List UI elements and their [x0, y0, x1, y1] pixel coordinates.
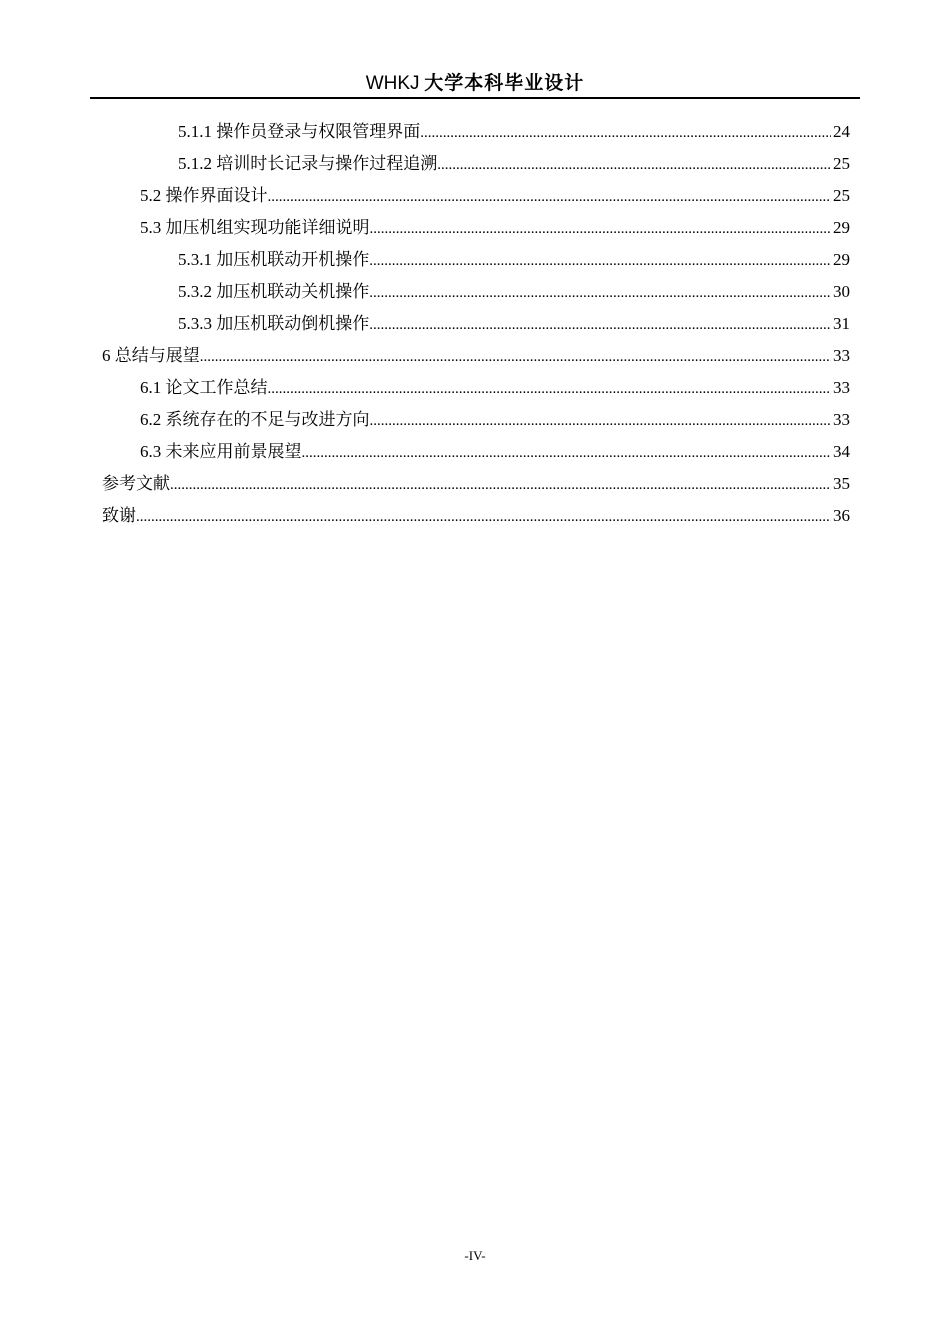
toc-entry[interactable]	[102, 308, 850, 340]
toc-dot-leader	[369, 308, 831, 341]
toc-entry-title: 致谢	[102, 506, 136, 525]
toc-entry-page: 33	[833, 346, 850, 365]
toc-entry-page: 25	[833, 186, 850, 205]
toc-dot-leader	[136, 500, 831, 533]
toc-entry-title: 6.1 论文工作总结	[140, 378, 268, 397]
toc-entry-title: 5.3.2 加压机联动关机操作	[178, 282, 370, 301]
toc-entry[interactable]	[102, 436, 850, 468]
header-school-code: WHKJ	[365, 73, 420, 94]
toc-entry-page: 34	[833, 442, 850, 461]
toc-entry-title: 5.1.2 培训时长记录与操作过程追溯	[178, 154, 438, 173]
toc-entry-title: 6 总结与展望	[102, 346, 200, 365]
toc-entry-title: 参考文献	[102, 474, 170, 493]
toc-entry-title: 5.1.1 操作员登录与权限管理界面	[178, 122, 421, 141]
toc-entry-title: 6.2 系统存在的不足与改进方向	[140, 410, 370, 429]
toc-entry[interactable]	[102, 212, 850, 244]
toc-dot-leader	[370, 212, 832, 245]
toc-entry[interactable]	[102, 468, 850, 500]
toc-entry-title: 6.3 未来应用前景展望	[140, 442, 302, 461]
table-of-contents	[102, 116, 850, 532]
toc-entry-page: 29	[833, 250, 850, 269]
page-number: -IV-	[464, 1248, 486, 1263]
toc-dot-leader	[200, 340, 831, 373]
toc-entry-title: 5.3 加压机组实现功能详细说明	[140, 218, 370, 237]
toc-entry-title: 5.2 操作界面设计	[140, 186, 268, 205]
toc-entry[interactable]	[102, 372, 850, 404]
toc-entry[interactable]	[102, 116, 850, 148]
toc-entry[interactable]	[102, 276, 850, 308]
toc-entry[interactable]	[102, 148, 850, 180]
toc-entry-page: 24	[833, 122, 850, 141]
toc-entry-page: 30	[833, 282, 850, 301]
header-title: 大学本科毕业设计	[424, 72, 585, 94]
toc-dot-leader	[369, 244, 831, 277]
toc-entry-title: 5.3.3 加压机联动倒机操作	[178, 314, 370, 333]
toc-entry-page: 25	[833, 154, 850, 173]
header-rule	[90, 97, 860, 99]
toc-dot-leader	[268, 372, 832, 405]
toc-entry-title: 5.3.1 加压机联动开机操作	[178, 250, 370, 269]
toc-entry[interactable]	[102, 244, 850, 276]
toc-entry-page: 29	[833, 218, 850, 237]
toc-dot-leader	[437, 148, 831, 181]
toc-entry[interactable]	[102, 500, 850, 532]
toc-entry[interactable]	[102, 340, 850, 372]
toc-dot-leader	[420, 116, 831, 149]
page-header	[90, 68, 860, 98]
toc-dot-leader	[170, 468, 831, 501]
toc-dot-leader	[302, 436, 832, 469]
toc-entry-page: 36	[833, 506, 850, 525]
toc-entry-page: 33	[833, 410, 850, 429]
toc-entry[interactable]	[102, 180, 850, 212]
toc-entry[interactable]	[102, 404, 850, 436]
toc-entry-page: 33	[833, 378, 850, 397]
toc-entry-page: 31	[833, 314, 850, 333]
toc-dot-leader	[369, 276, 831, 309]
toc-entry-page: 35	[833, 474, 850, 493]
toc-dot-leader	[268, 180, 832, 213]
toc-dot-leader	[370, 404, 832, 437]
